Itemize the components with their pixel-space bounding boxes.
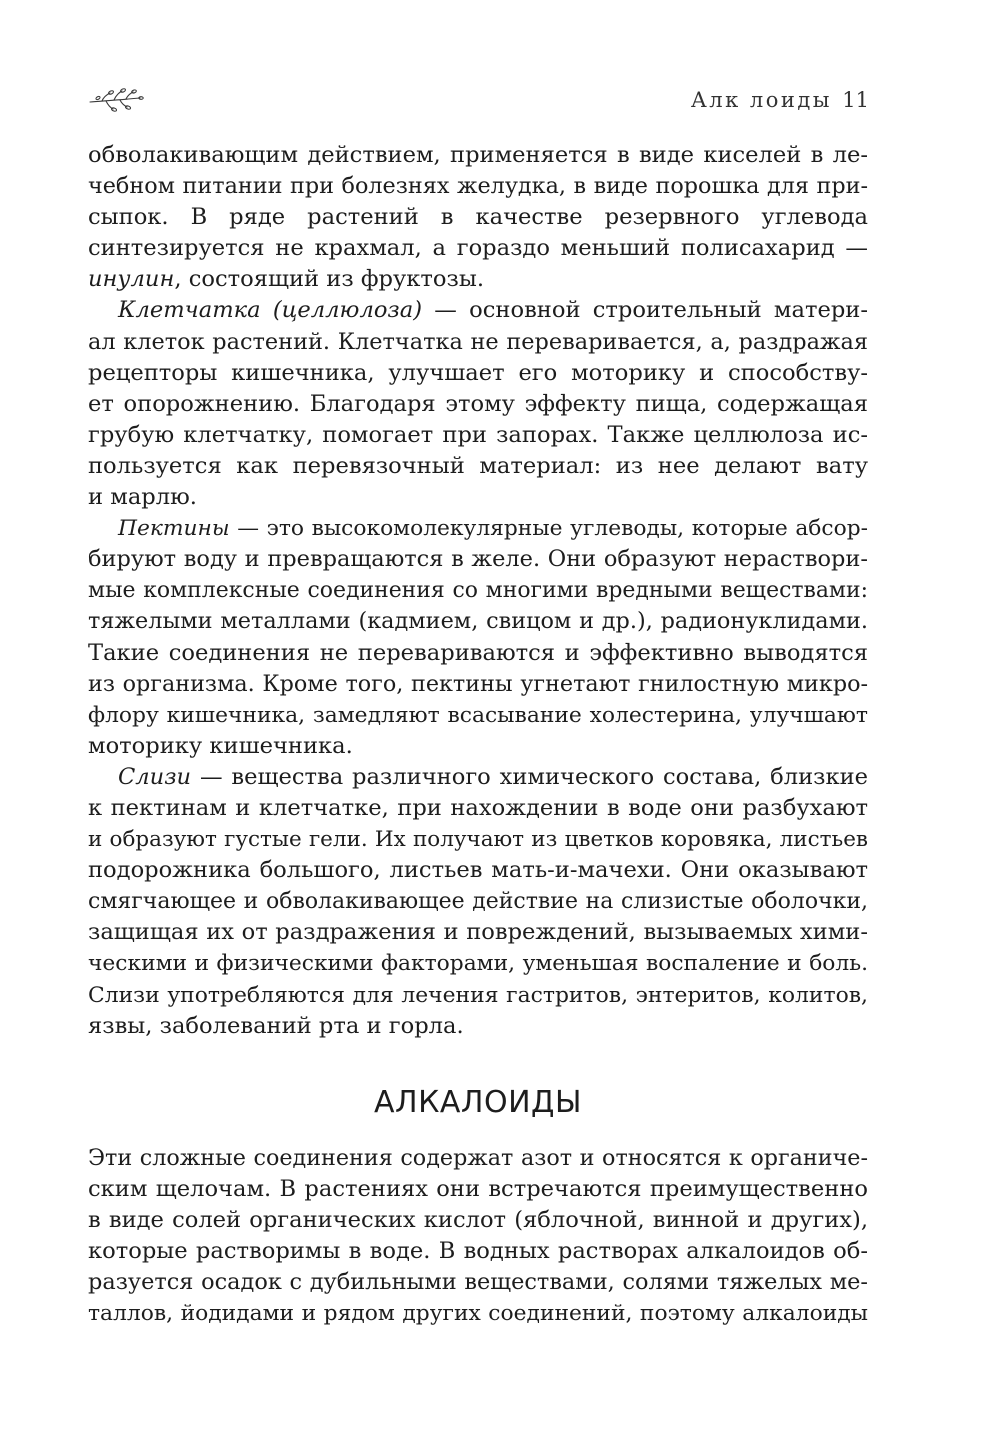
text-line: сыпок. В ряде растений в качестве резервного углевода [88,204,868,231]
paragraph-cellulose [88,295,868,513]
text-line: смягчающее и обволакивающее действие на слизистые оболочки, [88,889,868,915]
text-line: флору кишечника, замедляют всасывание холестерина, улучшают [88,702,868,728]
running-title: Алк лоиды [690,88,832,112]
term-cellulose: Клетчатка (целлюлоза) [118,297,423,324]
text-line: обволакивающим действием, применяется в виде киселей в ле- [88,142,868,168]
text-line: ал клеток растений. Клетчатка не переваривается, а, раздражая [88,328,868,355]
text-line [88,762,868,793]
text-line [88,295,868,326]
section-title: АЛКАЛОИДЫ [374,1085,582,1120]
text-line: Эти сложные соединения содержат азот и относятся к органиче- [88,1145,868,1171]
term-inulin: инулин [88,266,175,293]
term-pectins: Пектины [118,516,230,542]
floral-branch-icon [88,84,144,118]
text-line: моторику кишечника. [88,732,353,759]
text-line: разуется осадок с дубильными веществами, солями тяжелых ме- [88,1269,868,1296]
text-line: синтезируется не крахмал, а гораздо меньший полисахарид — [88,235,868,262]
text-line [88,264,868,295]
paragraph-polysaccharides [88,140,868,295]
body-text [88,140,868,1042]
paragraph-pectins [88,513,868,762]
text-line: чебном питании при болезнях желудка, в виде порошка для при- [88,173,868,200]
text-line: и марлю. [88,484,197,511]
text-fragment: — это высокомолекулярные углеводы, которые абсор- [229,516,868,542]
text-fragment: — основной строительный матери- [422,297,868,324]
text-line: тяжелыми металлами (кадмием, свицом и др.), радионуклидами. [88,608,868,635]
text-line: подорожника большого, листьев мать-и-мачехи. Они оказывают [88,857,868,884]
text-fragment: — вещества различного химического состава, близкие [191,763,868,790]
text-line: в виде солей органических кислот (яблочной, винной и других), [88,1207,868,1234]
text-line: грубую клетчатку, помогает при запорах. Также целлюлоза ис- [88,421,868,448]
text-line: из организма. Кроме того, пектины угнетают гнилостную микро- [88,670,868,697]
text-fragment: , состоящий из фруктозы. [174,266,485,293]
text-line: бируют воду и превращаются в желе. Они образуют нераствори- [88,546,868,573]
text-line: Слизи употребляются для лечения гастритов, энтеритов, колитов, [88,982,868,1008]
text-line: таллов, йодидами и рядом других соединений, поэтому алкалоиды [88,1301,868,1327]
text-line: ет опорожнению. Благодаря этому эффекту пища, содержащая [88,390,868,417]
page-number: 11 [842,88,869,112]
text-line: к пектинам и клетчатке, при нахождении в воде они разбухают [88,794,868,821]
paragraph-mucilages [88,762,868,1042]
text-line: пользуется как перевязочный материал: из нее делают вату [88,452,868,479]
term-mucilages: Слизи [118,763,192,790]
text-line: ческими и физическими факторами, уменьшая воспаление и боль. [88,951,868,977]
text-line [88,513,868,544]
text-line: защищая их от раздражения и повреждений, вызываемых хими- [88,919,868,946]
text-line: ским щелочам. В растениях они встречаются преимущественно [88,1176,868,1203]
text-line: Такие соединения не перевариваются и эффективно выводятся [88,639,868,666]
text-line: язвы, заболеваний рта и горла. [88,1012,464,1039]
text-line: которые растворимы в воде. В водных растворах алкалоидов об- [88,1238,868,1265]
section-body-text [88,1143,868,1330]
text-line: мые комплексные соединения со многими вредными веществами: [88,578,868,604]
text-line: рецепторы кишечника, улучшает его моторику и способству- [88,359,868,386]
text-line: и образуют густые гели. Их получают из цветков коровяка, листьев [88,827,868,853]
